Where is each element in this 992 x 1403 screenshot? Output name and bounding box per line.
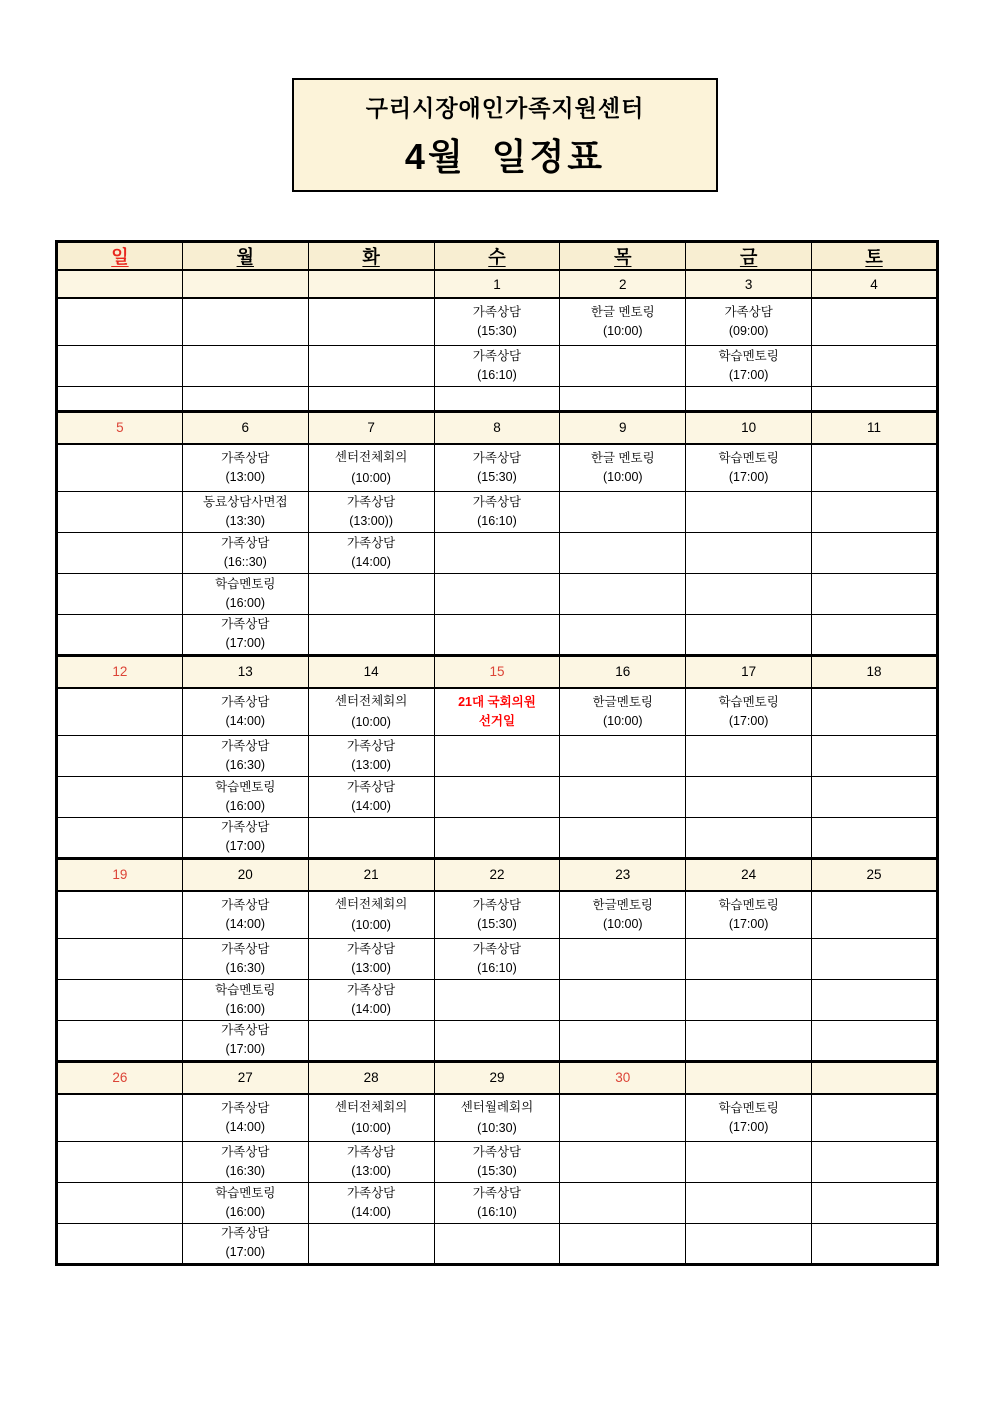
- empty-cell: [560, 1094, 686, 1141]
- date-cell-27: 27: [182, 1061, 308, 1094]
- event-line: 학습멘토링: [215, 779, 276, 794]
- date-cell-13: 13: [182, 655, 308, 688]
- event-line: 가족상담: [346, 1144, 396, 1159]
- event-cell: [182, 891, 308, 938]
- event-cell: [308, 776, 434, 817]
- event-line: 가족상담: [346, 494, 396, 509]
- empty-cell: [57, 1141, 183, 1182]
- empty-cell: [686, 532, 812, 573]
- event-line: (16:00): [225, 1001, 266, 1016]
- empty-cell: [434, 817, 560, 858]
- date-cell-28: 28: [308, 1061, 434, 1094]
- empty-cell: [560, 938, 686, 979]
- event-line: (17:00): [728, 469, 769, 484]
- empty-cell: [308, 298, 434, 345]
- event-cell: [308, 491, 434, 532]
- event-cell: [182, 1182, 308, 1223]
- day-header-label: 일: [111, 247, 129, 267]
- empty-cell: [560, 573, 686, 614]
- empty-cell: [812, 386, 938, 411]
- event-line: 21대 국회의원: [458, 694, 536, 709]
- event-line: (15:30): [477, 1163, 517, 1178]
- event-line: 학습멘토링: [718, 897, 779, 912]
- empty-cell: [560, 491, 686, 532]
- event-line: 가족상담: [221, 820, 270, 834]
- day-header-mon: [182, 242, 308, 271]
- date-cell-11: 11: [812, 411, 938, 444]
- event-line: 가족상담: [346, 941, 396, 956]
- event-line: (13:00): [225, 469, 266, 484]
- event-line: 가족상담: [221, 617, 270, 631]
- event-cell: [308, 444, 434, 491]
- empty-cell: [812, 938, 938, 979]
- empty-cell: [812, 1223, 938, 1264]
- event-line: (16:30): [225, 1163, 266, 1178]
- event-line: 가족상담: [221, 941, 270, 956]
- empty-cell: [812, 298, 938, 345]
- event-line: 가족상담: [346, 738, 396, 753]
- date-cell-19: 19: [57, 858, 183, 891]
- empty-cell: [57, 938, 183, 979]
- date-cell-8: 8: [434, 411, 560, 444]
- event-line: (17:00): [225, 839, 266, 853]
- event-line: (17:00): [225, 1245, 266, 1259]
- day-header-label: 월: [236, 247, 254, 267]
- event-line: 센터월례회의: [460, 1099, 534, 1114]
- event-cell: [182, 532, 308, 573]
- date-cell-1: 1: [434, 270, 560, 298]
- event-line: 가족상담: [472, 348, 522, 363]
- event-cell: [308, 891, 434, 938]
- empty-cell: [560, 776, 686, 817]
- event-line: 가족상담: [472, 1144, 522, 1159]
- empty-cell: [57, 298, 183, 345]
- event-cell: [308, 1182, 434, 1223]
- empty-cell: [57, 491, 183, 532]
- empty-cell: [812, 1141, 938, 1182]
- empty-cell: [57, 891, 183, 938]
- event-cell: [434, 938, 560, 979]
- empty-cell: [686, 817, 812, 858]
- event-line: (14:00): [351, 798, 391, 813]
- empty-cell: [812, 573, 938, 614]
- event-line: 가족상담: [221, 450, 270, 465]
- date-cell-9: 9: [560, 411, 686, 444]
- day-header-tue: [308, 242, 434, 271]
- event-line: (14:00): [351, 1001, 391, 1016]
- event-line: 센터전체회의: [334, 896, 408, 911]
- day-header-sun: [57, 242, 183, 271]
- empty-cell: [434, 573, 560, 614]
- event-cell: [434, 345, 560, 386]
- date-cell-empty: [182, 270, 308, 298]
- event-cell: [686, 298, 812, 345]
- date-cell-12: 12: [57, 655, 183, 688]
- empty-cell: [308, 345, 434, 386]
- empty-cell: [560, 532, 686, 573]
- empty-cell: [434, 776, 560, 817]
- empty-cell: [812, 979, 938, 1020]
- event-line: (09:00): [728, 323, 769, 338]
- event-cell: [434, 1141, 560, 1182]
- event-line: (13:00)): [349, 513, 393, 528]
- event-cell: [182, 1223, 308, 1264]
- empty-cell: [308, 386, 434, 411]
- event-line: (16:00): [225, 1204, 266, 1219]
- empty-cell: [686, 1141, 812, 1182]
- event-line: (15:30): [477, 469, 517, 484]
- empty-cell: [434, 532, 560, 573]
- event-cell: [182, 688, 308, 735]
- event-line: (10:00): [351, 470, 391, 485]
- event-line: (16::30): [223, 554, 267, 569]
- empty-cell: [57, 573, 183, 614]
- event-line: 한글 멘토링: [590, 304, 655, 319]
- empty-cell: [434, 614, 560, 655]
- day-header-wed: [434, 242, 560, 271]
- event-line: 한글멘토링: [592, 694, 653, 709]
- event-cell: [434, 1182, 560, 1223]
- event-line: (14:00): [225, 713, 266, 728]
- date-cell-4: 4: [812, 270, 938, 298]
- empty-cell: [57, 688, 183, 735]
- empty-cell: [560, 817, 686, 858]
- event-cell: [308, 688, 434, 735]
- event-cell: [686, 1094, 812, 1141]
- empty-cell: [57, 776, 183, 817]
- event-line: (14:00): [225, 916, 266, 931]
- event-cell: [560, 891, 686, 938]
- day-header-thu: [560, 242, 686, 271]
- event-line: (17:00): [225, 1042, 266, 1056]
- empty-cell: [57, 1223, 183, 1264]
- event-line: 가족상담: [346, 1185, 396, 1200]
- event-cell: [308, 1094, 434, 1141]
- empty-cell: [686, 614, 812, 655]
- event-line: (17:00): [728, 367, 769, 382]
- event-line: (16:10): [477, 1204, 517, 1219]
- date-cell-15: 15: [434, 655, 560, 688]
- event-line: 학습멘토링: [718, 450, 779, 465]
- empty-cell: [57, 444, 183, 491]
- empty-cell: [686, 979, 812, 1020]
- event-line: (13:30): [225, 513, 266, 528]
- event-cell: [434, 298, 560, 345]
- empty-cell: [57, 817, 183, 858]
- event-line: (13:00): [351, 960, 391, 975]
- event-cell: [560, 688, 686, 735]
- empty-cell: [812, 614, 938, 655]
- event-line: 가족상담: [472, 304, 522, 319]
- event-line: 학습멘토링: [215, 982, 276, 997]
- event-line: 가족상담: [472, 897, 522, 912]
- empty-cell: [686, 1182, 812, 1223]
- date-cell-empty: [57, 270, 183, 298]
- event-line: 동료상담사면접: [203, 494, 288, 509]
- date-cell-14: 14: [308, 655, 434, 688]
- event-cell: [686, 444, 812, 491]
- event-line: 가족상담: [472, 1185, 522, 1200]
- event-line: 가족상담: [346, 982, 396, 997]
- event-line: 학습멘토링: [718, 348, 779, 363]
- calendar-table: [55, 240, 939, 1266]
- date-cell-29: 29: [434, 1061, 560, 1094]
- event-cell: [182, 735, 308, 776]
- date-cell-5: 5: [57, 411, 183, 444]
- date-cell-22: 22: [434, 858, 560, 891]
- date-cell-empty: [686, 1061, 812, 1094]
- event-line: 가족상담: [221, 1226, 270, 1240]
- event-line: 가족상담: [724, 304, 773, 319]
- date-cell-21: 21: [308, 858, 434, 891]
- date-cell-20: 20: [182, 858, 308, 891]
- event-cell: [686, 688, 812, 735]
- event-cell: [182, 776, 308, 817]
- org-name: 구리시장애인가족지원센터: [365, 95, 645, 121]
- event-cell: [182, 938, 308, 979]
- empty-cell: [560, 345, 686, 386]
- empty-cell: [57, 979, 183, 1020]
- event-line: 가족상담: [221, 1100, 270, 1115]
- event-line: (14:00): [351, 554, 391, 569]
- empty-cell: [57, 1182, 183, 1223]
- event-cell: [182, 444, 308, 491]
- event-line: (17:00): [728, 916, 769, 931]
- event-line: 가족상담: [346, 779, 396, 794]
- empty-cell: [560, 979, 686, 1020]
- empty-cell: [560, 386, 686, 411]
- event-line: (16:00): [225, 798, 266, 813]
- event-line: (16:10): [477, 960, 517, 975]
- event-line: 한글멘토링: [592, 897, 653, 912]
- day-header-label: 토: [865, 247, 883, 267]
- date-cell-25: 25: [812, 858, 938, 891]
- day-header-label: 수: [488, 247, 506, 267]
- empty-cell: [812, 688, 938, 735]
- event-line: (10:30): [477, 1120, 517, 1135]
- date-cell-empty: [812, 1061, 938, 1094]
- event-cell: [434, 491, 560, 532]
- event-line: (17:00): [225, 636, 266, 650]
- empty-cell: [57, 532, 183, 573]
- empty-cell: [308, 1223, 434, 1264]
- event-line: (10:00): [351, 917, 391, 932]
- empty-cell: [308, 573, 434, 614]
- empty-cell: [686, 1223, 812, 1264]
- event-line: 가족상담: [221, 1144, 270, 1159]
- day-header-fri: [686, 242, 812, 271]
- event-cell: [560, 444, 686, 491]
- event-line: 학습멘토링: [215, 1185, 276, 1200]
- empty-cell: [434, 735, 560, 776]
- empty-cell: [686, 776, 812, 817]
- empty-cell: [434, 1223, 560, 1264]
- event-cell: [182, 1020, 308, 1061]
- event-cell: [686, 345, 812, 386]
- empty-cell: [57, 735, 183, 776]
- empty-cell: [812, 491, 938, 532]
- event-cell: [182, 614, 308, 655]
- date-cell-16: 16: [560, 655, 686, 688]
- empty-cell: [560, 1141, 686, 1182]
- event-line: 가족상담: [221, 1023, 270, 1037]
- event-line: (10:00): [602, 916, 643, 931]
- empty-cell: [686, 491, 812, 532]
- event-line: (16:30): [225, 960, 266, 975]
- empty-cell: [812, 345, 938, 386]
- date-cell-3: 3: [686, 270, 812, 298]
- event-cell: [182, 491, 308, 532]
- empty-cell: [308, 817, 434, 858]
- empty-cell: [182, 345, 308, 386]
- date-cell-2: 2: [560, 270, 686, 298]
- event-line: 한글 멘토링: [590, 450, 655, 465]
- event-line: (13:00): [351, 757, 391, 772]
- event-line: 센터전체회의: [334, 693, 408, 708]
- empty-cell: [686, 735, 812, 776]
- event-cell: [560, 298, 686, 345]
- event-line: (16:00): [225, 595, 266, 610]
- event-line: 가족상담: [221, 535, 270, 550]
- event-line: 가족상담: [221, 738, 270, 753]
- event-line: (10:00): [602, 713, 643, 728]
- event-line: 학습멘토링: [215, 576, 276, 591]
- event-line: 센터전체회의: [334, 449, 408, 464]
- event-line: (17:00): [728, 713, 769, 728]
- event-cell: [182, 1094, 308, 1141]
- event-line: 가족상담: [221, 897, 270, 912]
- event-line: (17:00): [728, 1119, 769, 1134]
- day-header-label: 목: [614, 247, 632, 267]
- event-line: (16:30): [225, 757, 266, 772]
- empty-cell: [560, 735, 686, 776]
- empty-cell: [812, 1020, 938, 1061]
- event-line: 학습멘토링: [718, 694, 779, 709]
- date-cell-17: 17: [686, 655, 812, 688]
- event-cell: [686, 891, 812, 938]
- day-header-sat: [812, 242, 938, 271]
- empty-cell: [686, 386, 812, 411]
- empty-cell: [560, 1182, 686, 1223]
- date-cell-6: 6: [182, 411, 308, 444]
- event-cell: [434, 1094, 560, 1141]
- empty-cell: [560, 1020, 686, 1061]
- date-cell-18: 18: [812, 655, 938, 688]
- empty-cell: [812, 817, 938, 858]
- event-cell: [308, 735, 434, 776]
- event-line: (15:30): [477, 916, 517, 931]
- event-cell: [182, 1141, 308, 1182]
- empty-cell: [308, 614, 434, 655]
- empty-cell: [812, 891, 938, 938]
- event-cell: [434, 688, 560, 735]
- date-cell-23: 23: [560, 858, 686, 891]
- empty-cell: [812, 1094, 938, 1141]
- event-cell: [434, 444, 560, 491]
- event-line: 선거일: [478, 713, 516, 728]
- event-cell: [308, 1141, 434, 1182]
- empty-cell: [57, 614, 183, 655]
- event-line: (15:30): [477, 323, 517, 338]
- event-cell: [182, 573, 308, 614]
- event-line: (16:10): [477, 513, 517, 528]
- event-line: 가족상담: [346, 535, 396, 550]
- event-line: (10:00): [602, 323, 643, 338]
- empty-cell: [57, 386, 183, 411]
- date-cell-empty: [308, 270, 434, 298]
- event-line: 가족상담: [472, 494, 522, 509]
- empty-cell: [57, 1094, 183, 1141]
- event-cell: [182, 979, 308, 1020]
- event-line: 학습멘토링: [718, 1100, 779, 1115]
- event-line: (10:00): [351, 1120, 391, 1135]
- empty-cell: [686, 1020, 812, 1061]
- empty-cell: [812, 532, 938, 573]
- event-line: (16:10): [477, 367, 517, 382]
- event-cell: [308, 979, 434, 1020]
- event-line: (14:00): [225, 1119, 266, 1134]
- empty-cell: [182, 386, 308, 411]
- page-title: 4월 일정표: [404, 136, 606, 177]
- empty-cell: [434, 386, 560, 411]
- empty-cell: [686, 938, 812, 979]
- event-cell: [182, 817, 308, 858]
- event-line: (10:00): [351, 714, 391, 729]
- empty-cell: [57, 345, 183, 386]
- empty-cell: [812, 735, 938, 776]
- event-cell: [434, 891, 560, 938]
- empty-cell: [434, 1020, 560, 1061]
- empty-cell: [57, 1020, 183, 1061]
- event-line: (13:00): [351, 1163, 391, 1178]
- event-line: 가족상담: [472, 941, 522, 956]
- event-line: (14:00): [351, 1204, 391, 1219]
- empty-cell: [182, 298, 308, 345]
- date-cell-30: 30: [560, 1061, 686, 1094]
- empty-cell: [686, 573, 812, 614]
- date-cell-10: 10: [686, 411, 812, 444]
- date-cell-26: 26: [57, 1061, 183, 1094]
- empty-cell: [560, 1223, 686, 1264]
- empty-cell: [812, 444, 938, 491]
- event-line: 센터전체회의: [334, 1099, 408, 1114]
- day-header-label: 화: [362, 247, 380, 267]
- empty-cell: [812, 1182, 938, 1223]
- date-cell-7: 7: [308, 411, 434, 444]
- title-box: [292, 78, 718, 192]
- event-line: (10:00): [602, 469, 643, 484]
- empty-cell: [812, 776, 938, 817]
- event-cell: [308, 938, 434, 979]
- event-line: 가족상담: [221, 694, 270, 709]
- day-header-label: 금: [739, 247, 758, 267]
- empty-cell: [560, 614, 686, 655]
- empty-cell: [308, 1020, 434, 1061]
- event-cell: [308, 532, 434, 573]
- date-cell-24: 24: [686, 858, 812, 891]
- event-line: 가족상담: [472, 450, 522, 465]
- empty-cell: [434, 979, 560, 1020]
